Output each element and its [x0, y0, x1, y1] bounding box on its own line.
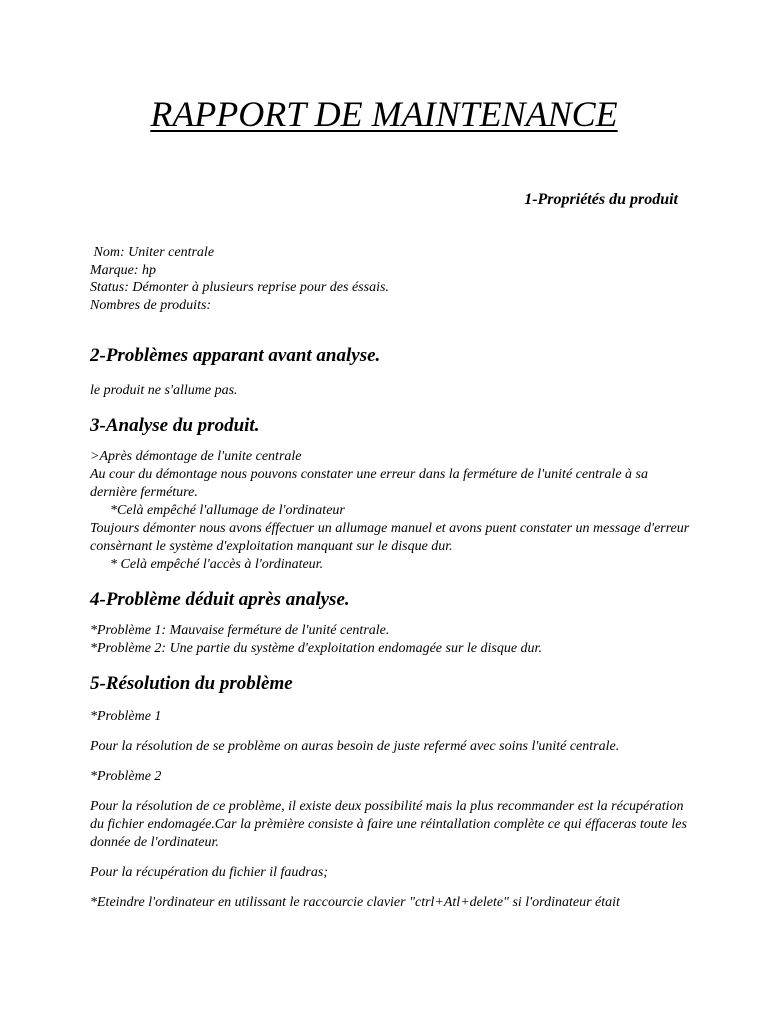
resolution-problem-2-label: *Problème 2: [90, 769, 162, 784]
property-brand: Marque: hp: [90, 262, 156, 278]
section-heading-analysis: 3-Analyse du produit.: [90, 415, 260, 436]
resolution-problem-1-text: Pour la résolution de se problème on auras besoin de juste refermé avec soins l'unité centrale.: [90, 739, 620, 754]
document-title: RAPPORT DE MAINTENANCE: [150, 94, 618, 134]
recovery-intro: Pour la récupération du fichier il faudras;: [90, 865, 328, 880]
property-name: Nom: Uniter centrale: [90, 245, 215, 260]
properties-block: [90, 244, 389, 314]
analysis-line-4: Toujours démonter nous avons éffectuer un allumage manuel et avons puent constater un message d'erreur consèrnant le système d'exploitation manquant sur le disque dur.: [90, 521, 690, 554]
analysis-line-2: Au cour du démontage nous pouvons constater une erreur dans la ferméture de l'unité centrale à sa dernière ferméture.: [90, 467, 648, 500]
deduced-problem-1: *Problème 1: Mauvaise ferméture de l'unité centrale.: [90, 623, 390, 638]
section2-text: le produit ne s'allume pas.: [90, 383, 238, 398]
resolution-problem-2-text: Pour la résolution de ce problème, il existe deux possibilité mais la plus recommander est la récupération du fichier endomagée.Car la prèmière consiste à faire une réintallation complète ce qui éffaceras toute les donnée de l'ordinateur.: [90, 799, 687, 850]
deduced-problem-2: *Problème 2: Une partie du système d'exploitation endomagée sur le disque dur.: [90, 641, 542, 656]
section-heading-resolution: 5-Résolution du problème: [90, 673, 293, 694]
analysis-line-3: *Celà empêché l'allumage de l'ordinateur: [110, 503, 345, 518]
section-heading-properties: 1-Propriétés du produit: [524, 191, 678, 208]
resolution-problem-1-label: *Problème 1: [90, 709, 162, 724]
section-heading-deduced-problems: 4-Problème déduit après analyse.: [90, 589, 350, 610]
recovery-step-1: *Eteindre l'ordinateur en utilissant le raccourcie clavier "ctrl+Atl+delete" si l'ordinateur était: [90, 895, 620, 910]
property-count: Nombres de produits:: [90, 297, 212, 313]
analysis-line-5: * Celà empêché l'accès à l'ordinateur.: [110, 557, 324, 572]
section-heading-problems-before: 2-Problèmes apparant avant analyse.: [90, 345, 381, 366]
analysis-line-1: >Après démontage de l'unite centrale: [90, 449, 302, 464]
property-status: Status: Démonter à plusieurs reprise pour des éssais.: [90, 280, 389, 295]
report-body: [90, 344, 690, 912]
